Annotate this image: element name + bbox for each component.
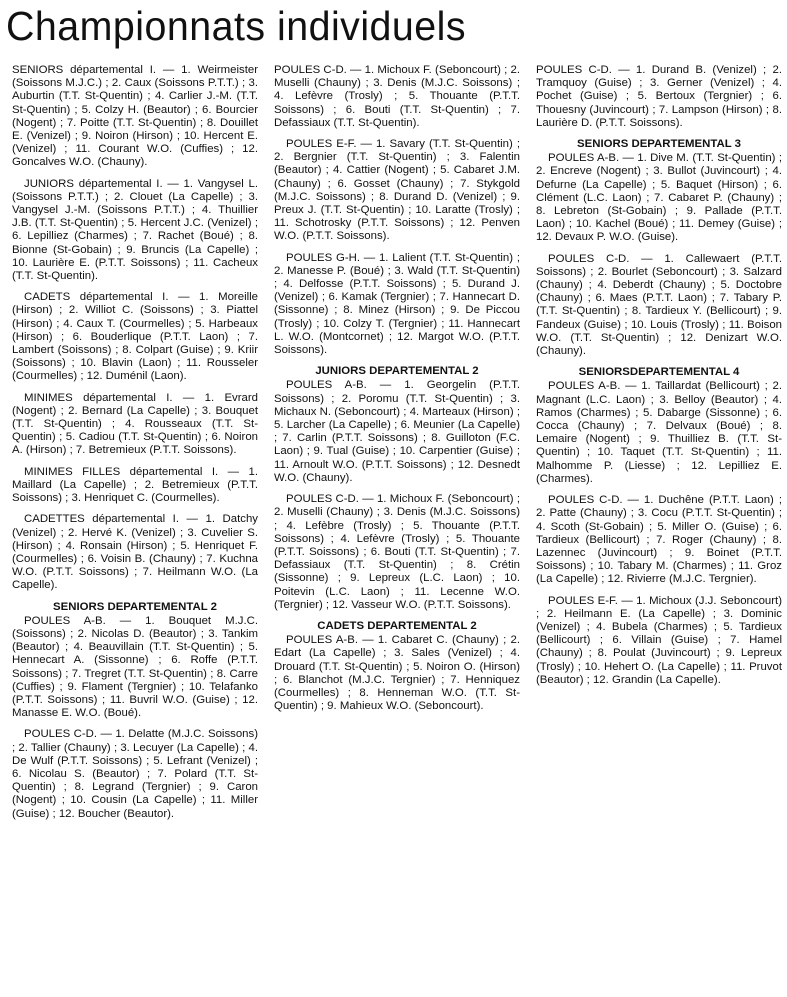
result-paragraph: POULES G-H. — 1. Lalient (T.T. St-Quentin) ; 2. Manesse P. (Boué) ; 3. Wald (T.T. St-Quentin) ; 4. Delfosse (P.T.T. Soissons) ; 5. Durand J. (Venizel) ; 6. Kamak (Tergnier) ; 7. Hannecart D. (Sissonne) ; 8. Minez (Hirson) ; 9. De Piccou (Trosly) ; 10. Colzy T. (Tergnier) ; 11. Hannecart L. W.O. (Montcornet) ; 12. Margot W.O. (P.T.T. Soissons).	[274, 251, 520, 357]
section-heading: SENIORS DEPARTEMENTAL 2	[53, 600, 217, 613]
result-paragraph: POULES C-D. — 1. Michoux F. (Seboncourt) ; 2. Muselli (Chauny) ; 3. Denis (M.J.C. Soissons) ; 4. Lefèbre (Trosly) ; 5. Thouante (P.T.T. Soissons) ; 4. Lefèvre (Trosly) ; 5. Thouante (P.T.T. Soissons) ; 6. Bouti (T.T. St-Quentin) ; 7. Defassiaux (T.T. St-Quentin) ; 8. Crétin (Sissonne) ; 9. Lepreux (L.C. Laon) ; 10. Poitevin (L.C. Laon) ; 11. Lecenne W.O. (Tergnier) ; 12. Vasseur W.O. (P.T.T. Soissons).	[274, 493, 520, 611]
section-heading: CADETS DEPARTEMENTAL 2	[317, 619, 477, 632]
result-paragraph: POULES A-B. — 1. Taillardat (Bellicourt) ; 2. Magnant (L.C. Laon) ; 3. Belloy (Beautor) ; 4. Ramos (Charmes) ; 5. Dabarge (Sissonne) ; 6. Cocca (Chauny) ; 7. Delvaux (Boué) ; 8. Lemaire (Nogent) ; 9. Thuilliez B. (T.T. St-Quentin) ; 10. Taquet (T.T. St-Quentin) ; 11. Malhomme P. (Liesse) ; 12. Lepilliez E. (Charmes).	[536, 380, 782, 485]
result-paragraph: POULES E-F. — 1. Michoux (J.J. Seboncourt) ; 2. Heilmann E. (La Capelle) ; 3. Dominic (Venizel) ; 4. Bubela (Charmes) ; 5. Tardieux (Bellicourt) ; 6. Villain (Guise) ; 7. Hamel (Chauny) ; 8. Poulat (Juvincourt) ; 9. Lepreux (Trosly) ; 10. Hehert O. (La Capelle) ; 11. Pruvot (Beautor) ; 12. Grandin (La Capelle).	[536, 594, 782, 686]
section-heading: SENIORSDEPARTEMENTAL 4	[578, 366, 740, 379]
column-2	[274, 64, 520, 721]
section-heading: SENIORS DEPARTEMENTAL 3	[577, 138, 741, 151]
page-title: Championnats individuels	[6, 3, 467, 49]
result-paragraph: POULES A-B. — 1. Dive M. (T.T. St-Quentin) ; 2. Encreve (Nogent) ; 3. Bullot (Juvincourt) ; 4. Defurne (La Capelle) ; 5. Baquet (Hirson) ; 6. Clément (L.C. Laon) ; 7. Cabaret P. (Chauny) ; 8. Lebreton (St-Gobain) ; 9. Pallade (P.T.T. Laon) ; 10. Kachel (Boué) ; 11. Demey (Guise) ; 12. Devaux P. W.O. (Guise).	[536, 152, 782, 244]
result-paragraph: MINIMES FILLES départemental I. — 1. Maillard (La Capelle) ; 2. Betremieux (P.T.T. Soissons) ; 3. Henriquet C. (Courmelles).	[12, 465, 258, 505]
result-paragraph: POULES A-B. — 1. Cabaret C. (Chauny) ; 2. Edart (La Capelle) ; 3. Sales (Venizel) ; 4. Drouard (T.T. St-Quentin) ; 5. Noiron O. (Hirson) ; 6. Blanchot (M.J.C. Tergnier) ; 7. Henniquez (Courmelles) ; 8. Henneman W.O. (T.T. St-Quentin) ; 9. Mahieux W.O. (Seboncourt).	[274, 634, 520, 713]
result-paragraph: JUNIORS départemental I. — 1. Vangysel L. (Soissons P.T.T.) ; 2. Clouet (La Capelle) ; 3. Vangysel J.-M. (Soissons P.T.T.) ; 4. Thuillier J.B. (T.T. St-Quentin) ; 5. Hercent J.C. (Venizel) ; 6. Lepilliez (Charmes) ; 7. Rachet (Boué) ; 8. Bionne (St-Gobain) ; 9. Bruncis (La Capelle) ; 10. Laurière E. (P.T.T. Soissons) ; 11. Cacheux (T.T. St-Quentin).	[12, 177, 258, 283]
result-paragraph: CADETS départemental I. — 1. Moreille (Hirson) ; 2. Williot C. (Soissons) ; 3. Piattel (Hirson) ; 4. Caux T. (Courmelles) ; 5. Harbeaux (Hirson) ; 6. Bouderlique (P.T.T. Laon) ; 7. Lambert (Soissons) ; 8. Colpart (Guise) ; 9. Kriir (Soissons) ; 10. Blavin (Laon) ; 11. Rousseler (Courmelles) ; 12. Duménil (Laon).	[12, 291, 258, 383]
result-paragraph: POULES C-D. — 1. Michoux F. (Seboncourt) ; 2. Muselli (Chauny) ; 3. Denis (M.J.C. Soissons) ; 4. Lefèvre (Trosly) ; 5. Thouante (P.T.T. Soissons) ; 6. Bouti (T.T. St-Quentin) ; 7. Defassiaux (T.T. St-Quentin).	[274, 64, 520, 129]
result-paragraph: CADETTES départemental I. — 1. Datchy (Venizel) ; 2. Hervé K. (Venizel) ; 3. Cuvelier S. (Hirson) ; 4. Ronsain (Hirson) ; 5. Henriquet F. (Courmelles) ; 6. Voisin B. (Chauny) ; 7. Kuchna W.O. (P.T.T. Soissons) ; 7. Heilmann W.O. (La Capelle).	[12, 513, 258, 592]
result-paragraph: POULES A-B. — 1. Georgelin (P.T.T. Soissons) ; 2. Poromu (T.T. St-Quentin) ; 3. Michaux N. (Seboncourt) ; 4. Marteaux (Hirson) ; 5. Larcher (La Capelle) ; 6. Meunier (La Capelle) ; 7. Carlin (P.T.T. Soissons) ; 8. Guilloton (F.C. Laon) ; 9. Tual (Guise) ; 10. Carpentier (Guise) ; 11. Arnoult W.O. (P.T.T. Soissons) ; 12. Desnedt W.O. (Chauny).	[274, 379, 520, 484]
result-paragraph: POULES C-D. — 1. Callewaert (P.T.T. Soissons) ; 2. Bourlet (Seboncourt) ; 3. Salzard (Chauny) ; 4. Deberdt (Chauny) ; 5. Doctobre (Chauny) ; 6. Maes (P.T.T. Laon) ; 7. Tabary P. (T.T. St-Quentin) ; 8. Tardieux Y. (Bellicourt) ; 9. Fandeux (Guise) ; 10. Louis (Trosly) ; 11. Boison W.O. (T.T. St-Quentin) ; 12. Denizart W.O. (Chauny).	[536, 252, 782, 358]
column-1	[12, 64, 258, 829]
result-paragraph: POULES A-B. — 1. Bouquet M.J.C. (Soissons) ; 2. Nicolas D. (Beautor) ; 3. Tankim (Beautor) ; 4. Beauvillain (T.T. St-Quentin) ; 5. Hennecart A. (Sissonne) ; 6. Roffe (P.T.T. Soissons) ; 7. Tregret (T.T. St-Quentin) ; 8. Carre (Cuffies) ; 9. Flament (Tergnier) ; 10. Telafanko (P.T.T. Soissons) ; 11. Buvril W.O. (Guise) ; 12. Manasse E. W.O. (Boué).	[12, 614, 258, 720]
result-paragraph: MINIMES départemental I. — 1. Evrard (Nogent) ; 2. Bernard (La Capelle) ; 3. Bouquet (T.T. St-Quentin) ; 4. Rousseaux (T.T. St-Quentin) ; 5. Cadiou (T.T. St-Quentin) ; 6. Noiron A. (Hirson) ; 7. Betremieux (P.T.T. Soissons).	[12, 391, 258, 457]
result-paragraph: POULES C-D. — 1. Duchêne (P.T.T. Laon) ; 2. Patte (Chauny) ; 3. Cocu (P.T.T. St-Quentin) ; 4. Scoth (St-Gobain) ; 5. Miller O. (Guise) ; 6. Tardieux (Bellicourt) ; 7. Roger (Chauny) ; 8. Lazennec (Juvincourt) ; 9. Boinet (P.T.T. Soissons) ; 10. Tabary M. (Charmes) ; 11. Groz (La Capelle) ; 12. Rivierre (M.J.C. Tergnier).	[536, 494, 782, 586]
result-paragraph: SENIORS départemental I. — 1. Weirmeister (Soissons M.J.C.) ; 2. Caux (Soissons P.T.T.) ; 3. Auburtin (T.T. St-Quentin) ; 4. Carlier J.-M. (T.T. St-Quentin) ; 5. Colzy H. (Beautor) ; 6. Bourcier (Nogent) ; 7. Poitte (T.T. St-Quentin) ; 8. Douillet E. (Venizel) ; 9. Noiron (Hirson) ; 10. Hercent E. (Venizel) ; 11. Courant W.O. (Cuffies) ; 12. Goncalves W.O. (Chauny).	[12, 64, 258, 169]
result-paragraph: POULES C-D. — 1. Durand B. (Venizel) ; 2. Tramquoy (Guise) ; 3. Gerner (Venizel) ; 4. Pochet (Guise) ; 5. Bertoux (Tergnier) ; 6. Thouesny (Juvincourt) ; 7. Lampson (Hirson) ; 8. Laurière D. (P.T.T. Soissons).	[536, 64, 782, 129]
result-paragraph: POULES E-F. — 1. Savary (T.T. St-Quentin) ; 2. Bergnier (T.T. St-Quentin) ; 3. Falentin (Beautor) ; 4. Cattier (Nogent) ; 5. Cabaret J.M. (Chauny) ; 6. Gosset (Chauny) ; 7. Stykgold (M.J.C. Soissons) ; 8. Durand D. (Venizel) ; 9. Preux J. (T.T. St-Quentin) ; 10. Laratte (Trosly) ; 11. Schotrosky (P.T.T. Soissons) ; 12. Penven W.O. (P.T.T. Soissons).	[274, 138, 520, 243]
column-3	[536, 64, 782, 695]
result-paragraph: POULES C-D. — 1. Delatte (M.J.C. Soissons) ; 2. Tallier (Chauny) ; 3. Lecuyer (La Capelle) ; 4. De Wulf (P.T.T. Soissons) ; 5. Lefrant (Venizel) ; 6. Nicolau S. (Beautor) ; 7. Polard (T.T. St-Quentin) ; 8. Legrand (Tergnier) ; 9. Caron (Nogent) ; 10. Cousin (La Capelle) ; 11. Miller (Guise) ; 12. Boucher (Beautor).	[12, 728, 258, 820]
section-heading: JUNIORS DEPARTEMENTAL 2	[315, 365, 479, 378]
